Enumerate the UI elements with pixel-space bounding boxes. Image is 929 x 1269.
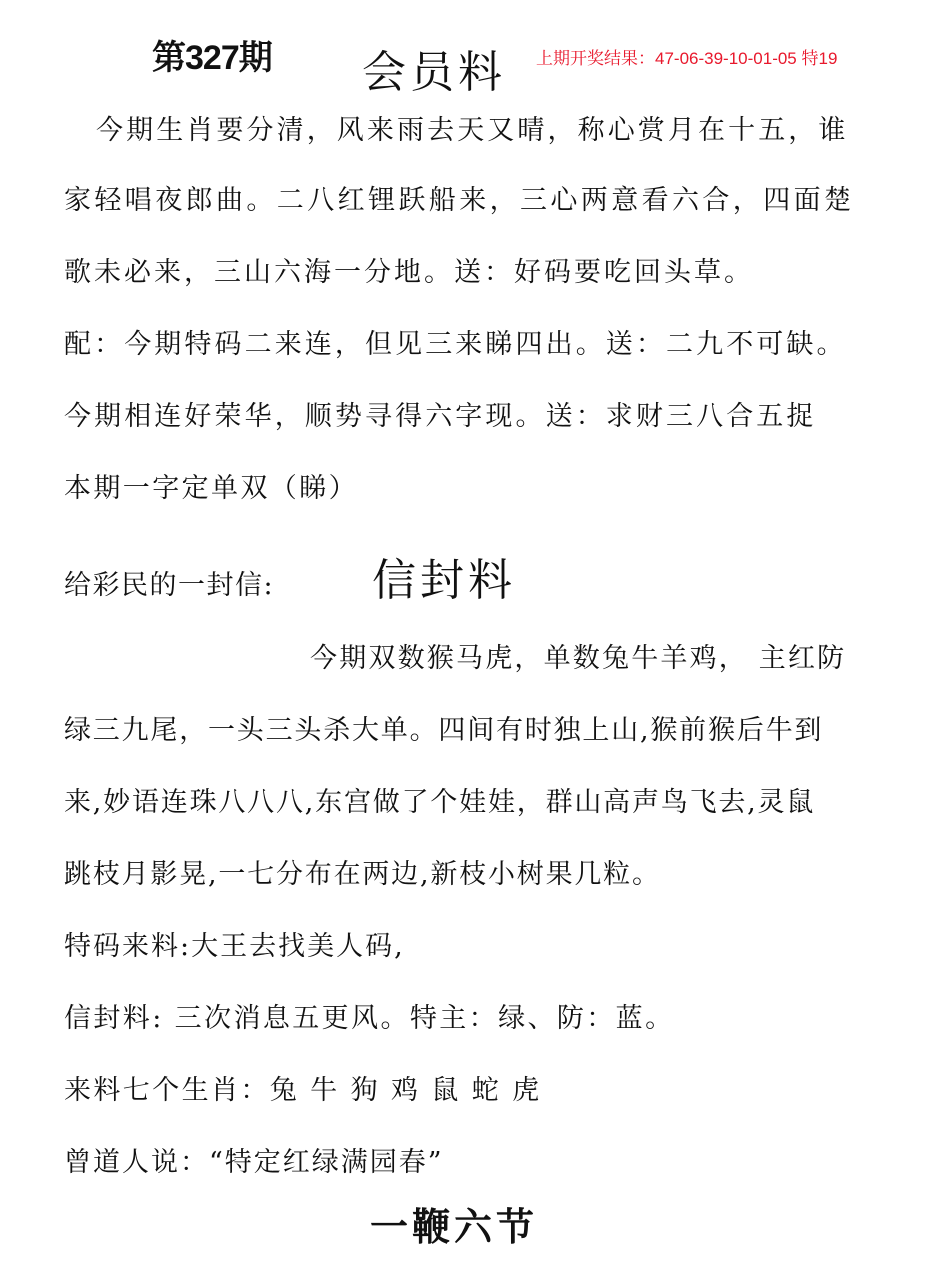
member-text-line: 配：今期特码二来连，但见三来睇四出。送：二九不可缺。 bbox=[64, 329, 847, 360]
letter-section-title: 信封料 bbox=[372, 555, 516, 606]
issue-number: 第327期 bbox=[152, 39, 272, 77]
footer-title: 一鞭六节 bbox=[370, 1204, 539, 1249]
member-section-title: 会员料 bbox=[362, 47, 506, 98]
letter-text-line: 跳枝月影晃,一七分布在两边,新枝小树果几粒。 bbox=[64, 859, 661, 890]
letter-label: 给彩民的一封信: bbox=[64, 570, 275, 601]
letter-text-line: 特码来料:大王去找美人码, bbox=[64, 931, 405, 962]
letter-text-line: 绿三九尾，一头三头杀大单。四间有时独上山,猴前猴后牛到 bbox=[64, 715, 824, 746]
last-draw-result: 上期开奖结果：47-06-39-10-01-05 特19 bbox=[536, 49, 838, 68]
letter-text-line: 曾道人说：“特定红绿满园春” bbox=[64, 1147, 444, 1178]
member-text-line: 本期一字定单双（睇） bbox=[64, 473, 358, 504]
member-text-line: 家轻唱夜郎曲。二八红锂跃船来，三心两意看六合，四面楚 bbox=[64, 185, 855, 216]
member-text-line: 今期相连好荣华，顺势寻得六字现。送：求财三八合五捉 bbox=[64, 401, 817, 432]
member-text-line: 歌未必来，三山六海一分地。送：好码要吃回头草。 bbox=[64, 257, 754, 288]
letter-text-line: 来,妙语连珠八八八,东宫做了个娃娃，群山高声鸟飞去,灵鼠 bbox=[64, 787, 816, 818]
letter-text-line: 信封料: 三次消息五更风。特主：绿、防：蓝。 bbox=[64, 1003, 675, 1034]
letter-text-line: 今期双数猴马虎，单数兔牛羊鸡， 主红防 bbox=[310, 643, 847, 674]
letter-text-line: 来料七个生肖：兔 牛 狗 鸡 鼠 蛇 虎 bbox=[64, 1075, 542, 1106]
member-text-line: 今期生肖要分清，风来雨去天又晴，称心赏月在十五，谁 bbox=[96, 115, 849, 146]
